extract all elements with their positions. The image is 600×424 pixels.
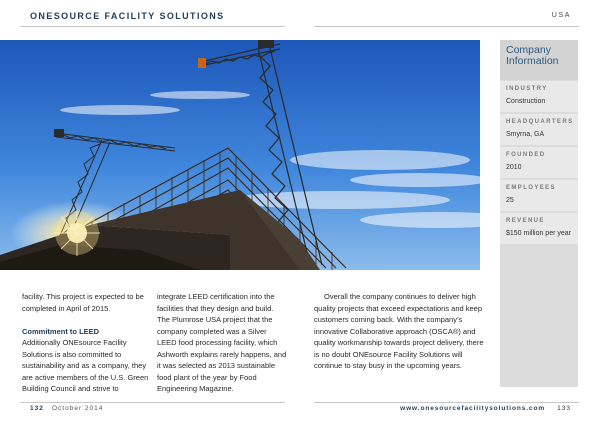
info-label: FOUNDED	[506, 152, 546, 158]
info-label: HEADQUARTERS	[506, 119, 574, 125]
issue-date: October 2014	[52, 405, 104, 412]
info-value: 25	[506, 197, 514, 204]
article-column-3	[314, 291, 490, 372]
footer-right	[314, 402, 579, 415]
construction-photo-art	[0, 40, 480, 270]
sidebar-title: Company Information	[506, 44, 559, 67]
info-revenue	[500, 213, 578, 244]
info-employees	[500, 180, 578, 211]
page-number-right: 133	[557, 405, 571, 412]
article-paragraph: Additionally ONEsource Facility Solutions is also committed to sustainability and as a company, they are active members of the U.S. Green Building Council and strive to	[22, 338, 149, 393]
company-info-sidebar	[500, 40, 578, 387]
info-founded	[500, 147, 578, 178]
sidebar-title-box	[500, 40, 578, 80]
article-column-2	[157, 291, 287, 395]
info-label: REVENUE	[506, 218, 545, 224]
header-company: ONESOURCE FACILITY SOLUTIONS	[30, 11, 225, 21]
info-value: Construction	[506, 98, 546, 105]
section-heading: Commitment to LEED	[22, 326, 100, 336]
article-paragraph: Overall the company continues to deliver high quality projects that exceed expectations and keep customers coming back. With the company’s innovative Collaborative approach (OSCA®) and quality workmanship towards project delivery, there is no doubt ONEsource Facility Solutions will continue to stay busy in the upcoming years.	[314, 292, 484, 370]
construction-photo	[0, 40, 480, 270]
header-right	[314, 7, 579, 27]
info-headquarters	[500, 114, 578, 145]
info-value: $150 million per year	[506, 230, 571, 237]
company-website-link[interactable]: www.onesourcefacilitysolutions.com	[400, 405, 545, 412]
article-paragraph: facility. This project is expected to be completed in April of 2015.	[22, 292, 144, 313]
page-number-left: 132	[30, 405, 44, 412]
info-label: EMPLOYEES	[506, 185, 556, 191]
info-label: INDUSTRY	[506, 86, 548, 92]
info-value: 2010	[506, 164, 522, 171]
footer-left	[20, 402, 285, 415]
header-left	[20, 7, 285, 27]
article-paragraph: integrate LEED certification into the facilities that they design and build. The Plumrose USA project that the company completed was a Silver LEED food processing facility, which Ashworth explains rarely happens, and it was selected as 2013 sustainable food plant of the year by Food Engineering Magazine.	[157, 292, 287, 393]
info-value: Smyrna, GA	[506, 131, 545, 138]
info-industry	[500, 81, 578, 112]
header-country: USA	[551, 12, 571, 19]
article-column-1	[22, 291, 152, 395]
spacer	[22, 314, 152, 326]
